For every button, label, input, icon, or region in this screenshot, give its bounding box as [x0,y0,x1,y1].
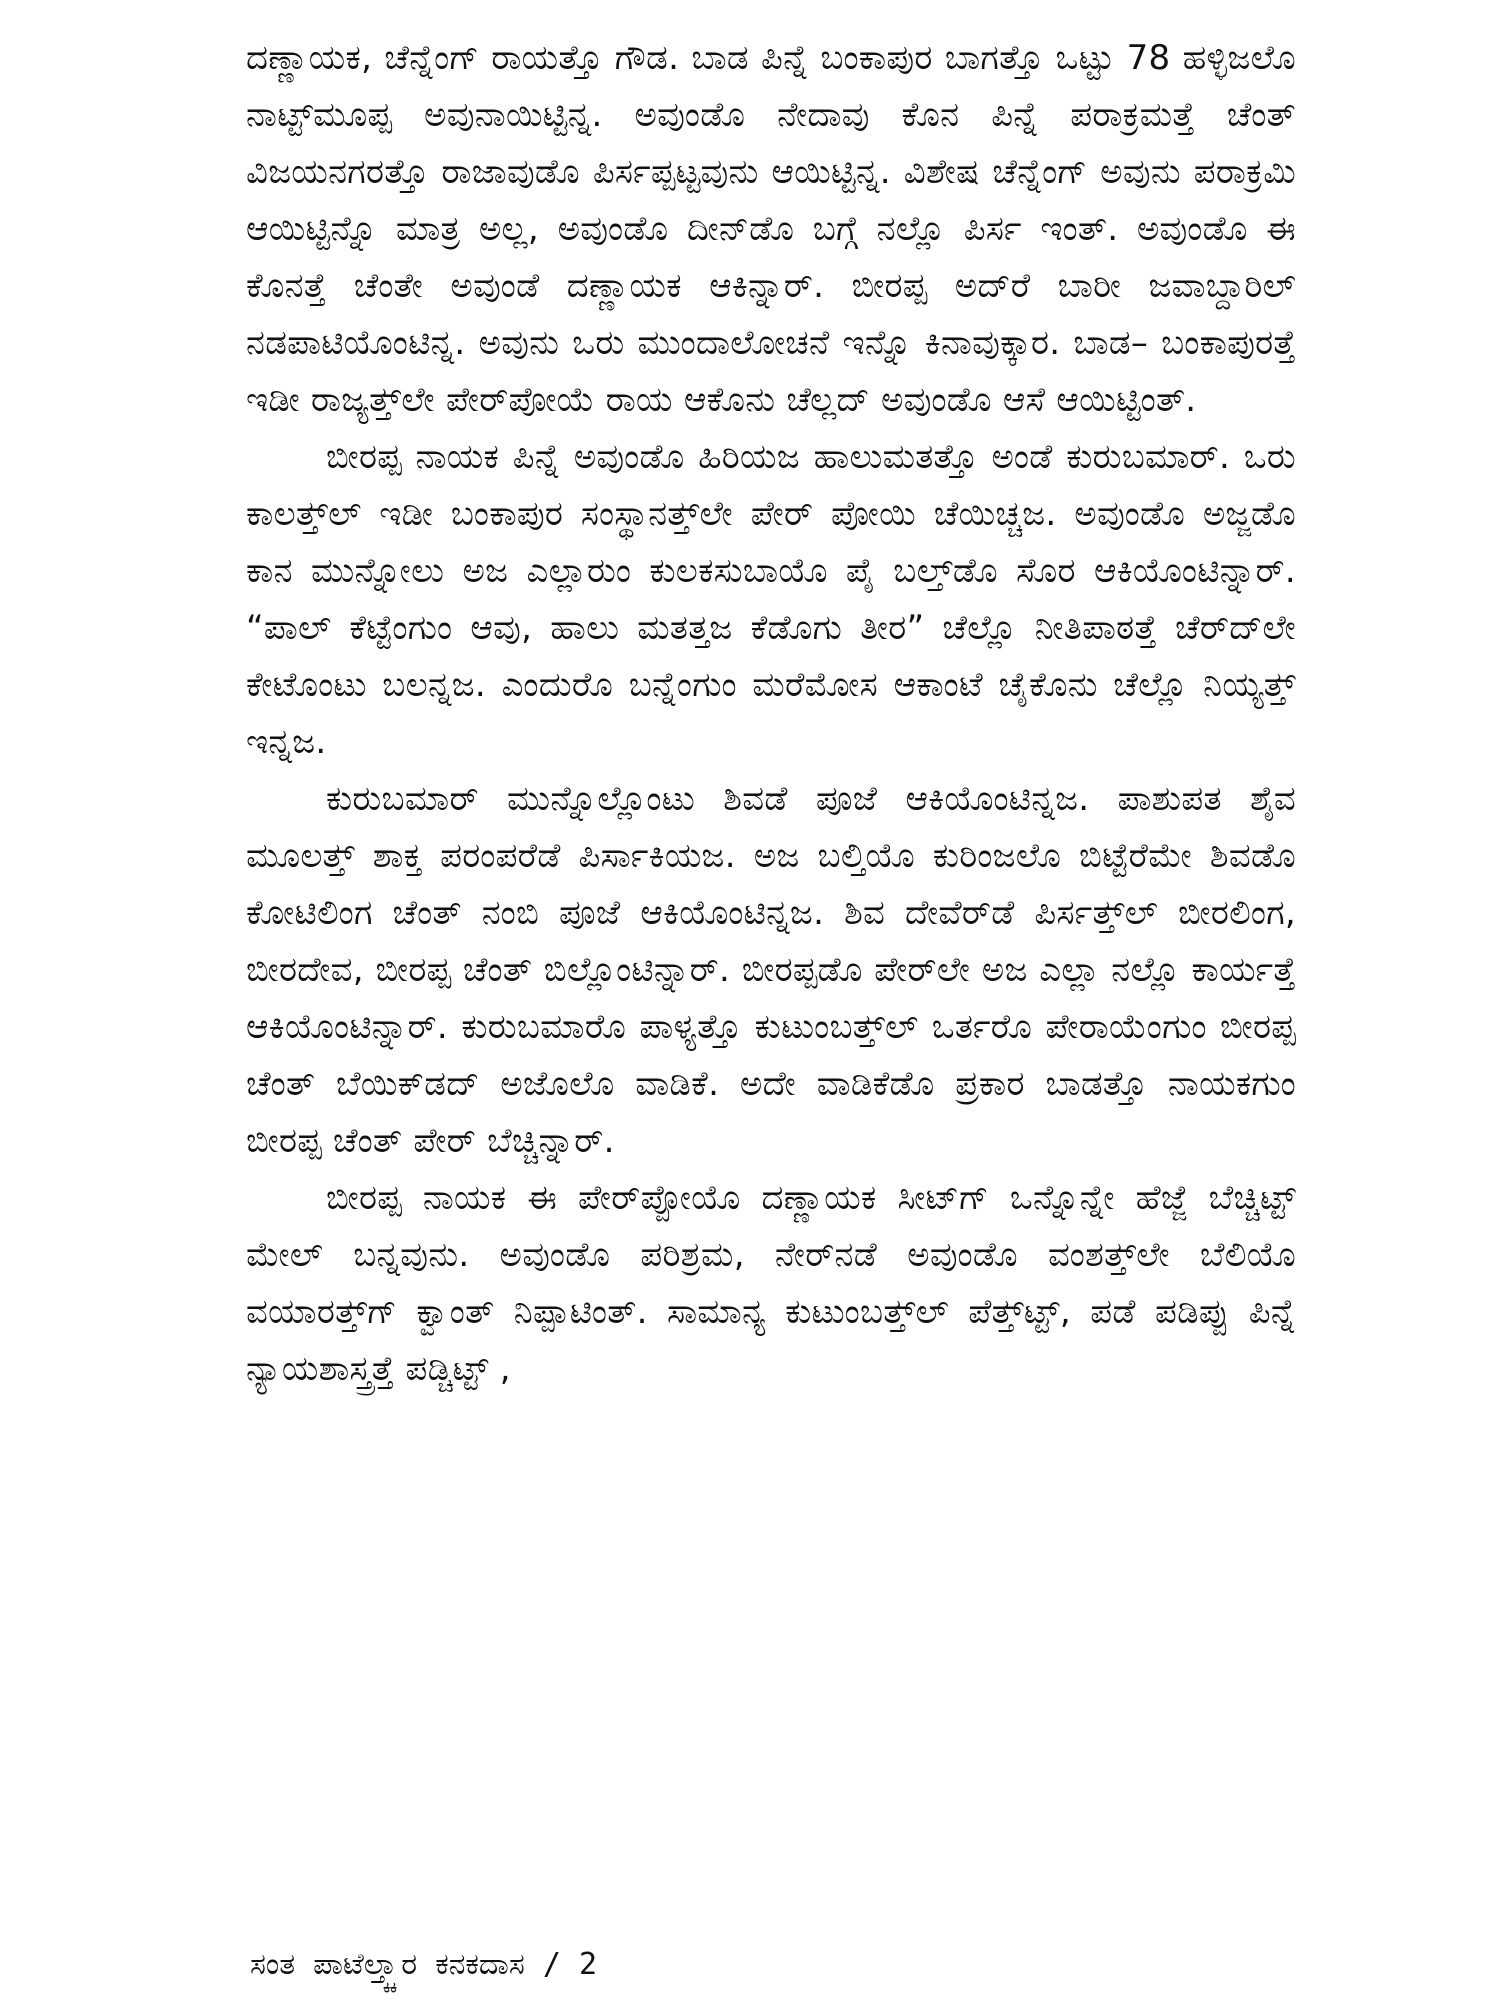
paragraph-4: ಬೀರಪ್ಪ ನಾಯಕ ಈ ಪೇರ್‌ಪ್ಪೋಯೊ ದಣ್ಣಾಯಕ ಸೀಟ್‌ಗ್ ಒನ್ನೊನ್ನೇ ಹೆಜ್ಜೆ ಬೆಚ್ಚಿಟ್ಟ್ ಮೇಲ್ ಬನ್ನವುನು. ಅವುಂಡೊ ಪರಿಶ್ರಮ, ನೇರ್‌ನಡೆ ಅವುಂಡೊ ವಂಶತ್ತ್‌ಲೇ ಬೆಲಿಯೊ ವಯಾರತ್ತ್‌ಗ್ ಕ್ವಾಂತ್ ನಿಪ್ಪಾಟಿಂತ್. ಸಾಮಾನ್ಯ ಕುಟುಂಬತ್ತ್‌ಲ್ ಪೆತ್ತ್‌ಟ್ಟ್, ಪಡೆ ಪಡಿಪ್ಪು ಪಿನ್ನೆ ನ್ಯಾಯಶಾಸ್ತ್ರತ್ತೆ ಪಡ್ಚಿಟ್ಟ್ , [246,1178,1296,1389]
body-text [246,30,1296,1398]
paragraph-2: ಬೀರಪ್ಪ ನಾಯಕ ಪಿನ್ನೆ ಅವುಂಡೊ ಹಿರಿಯಜ ಹಾಲುಮತತ್ತೊ ಅಂಡೆ ಕುರುಬಮಾರ್. ಒರು ಕಾಲತ್ತ್‌ಲ್ ಇಡೀ ಬಂಕಾಪುರ ಸಂಸ್ಥಾನತ್ತ್‌ಲೇ ಪೇರ್ ಪೋಯಿ ಚೆಯಿಚ್ಚಜ. ಅವುಂಡೊ ಅಜ್ಜಡೊ ಕಾನ ಮುನ್ನೋಲು ಅಜ ಎಲ್ಲಾರುಂ ಕುಲಕಸುಬಾಯೊ ಪೈ ಬಲ್ತ್‌ಡೊ ಸೊರ ಆಕಿಯೊಂಟಿನ್ನಾರ್. “ಪಾಲ್ ಕೆಟ್ಟೆಂಗುಂ ಆವು, ಹಾಲು ಮತತ್ತಜ ಕೆಡೊಗು ತೀರ” ಚೆಲ್ಲೊ ನೀತಿಪಾಠತ್ತೆ ಚೆರ್‌ದ್‌ಲೇ ಕೇಟೊಂಟು ಬಲನ್ನಜ. ಎಂದುರೊ ಬನ್ನೆಂಗುಂ ಮರೆಮೋಸ ಆಕಾಂಟೆ ಚೈಕೊನು ಚೆಲ್ಲೊ ನಿಯ್ಯತ್ತ್ ಇನ್ನಜ. [246,437,1296,762]
paragraph-3: ಕುರುಬಮಾರ್ ಮುನ್ನೊಲ್ಲೊಂಟು ಶಿವಡೆ ಪೂಜೆ ಆಕಿಯೊಂಟಿನ್ನಜ. ಪಾಶುಪತ ಶೈವ ಮೂಲತ್ತ್ ಶಾಕ್ತ ಪರಂಪರೆಡೆ ಪಿರ್ಸಾಕಿಯಜ. ಅಜ ಬಲ್ತಿಯೊ ಕುರಿಂಜಲೊ ಬಿಟ್ಟೆರೆಮೇ ಶಿವಡೊ ಕೋಟಿಲಿಂಗ ಚೆಂತ್ ನಂಬಿ ಪೂಜೆ ಆಕಿಯೊಂಟಿನ್ನಜ. ಶಿವ ದೇವೆರ್‌ಡೆ ಪಿರ್ಸತ್ತ್‌ಲ್ ಬೀರಲಿಂಗ, ಬೀರದೇವ, ಬೀರಪ್ಪ ಚೆಂತ್ ಬಿಲ್ಲೊಂಟಿನ್ನಾರ್. ಬೀರಪ್ಪಡೊ ಪೇರ್‌ಲೇ ಅಜ ಎಲ್ಲಾ ನಲ್ಲೊ ಕಾರ್ಯತ್ತೆ ಆಕಿಯೊಂಟಿನ್ನಾರ್. ಕುರುಬಮಾರೊ ಪಾಳ್ಯತ್ತೊ ಕುಟುಂಬತ್ತ್‌ಲ್ ಒರ್ತರೊ ಪೇರಾಯೆಂಗುಂ ಬೀರಪ್ಪ ಚೆಂತ್ ಬೆಯಿಕ್‌ಡದ್ ಅಜೊಲೊ ವಾಡಿಕೆ. ಅದೇ ವಾಡಿಕೆಡೊ ಪ್ರಕಾರ ಬಾಡತ್ತೊ ನಾಯಕಗುಂ ಬೀರಪ್ಪ ಚೆಂತ್ ಪೇರ್ ಬೆಚ್ಚಿನ್ನಾರ್. [246,779,1296,1161]
paragraph-1: ದಣ್ಣಾಯಕ, ಚೆನ್ನೆಂಗ್ ರಾಯತ್ತೊ ಗೌಡ. ಬಾಡ ಪಿನ್ನೆ ಬಂಕಾಪುರ ಬಾಗತ್ತೊ ಒಟ್ಟು 78 ಹಳ್ಳಿಜಲೊ ನಾಟ್ಟ್‌ಮೂಪ್ಪ ಅವುನಾಯಿಟ್ಟಿನ್ನ. ಅವುಂಡೊ ನೇದಾವು ಕೊನ ಪಿನ್ನೆ ಪರಾಕ್ರಮತ್ತೆ ಚೆಂತ್ ವಿಜಯನಗರತ್ತೊ ರಾಜಾವುಡೊ ಪಿರ್ಸಪ್ಪಟ್ಟವುನು ಆಯಿಟ್ಟಿನ್ನ. ವಿಶೇಷ ಚೆನ್ನೆಂಗ್ ಅವುನು ಪರಾಕ್ರಮಿ ಆಯಿಟ್ಟಿನ್ನೊ ಮಾತ್ರ ಅಲ್ಲ, ಅವುಂಡೊ ದೀನ್‌ಡೊ ಬಗ್ಗೆ ನಲ್ಲೊ ಪಿರ್ಸ ಇಂತ್. ಅವುಂಡೊ ಈ ಕೊನತ್ತೆ ಚೆಂತೇ ಅವುಂಡೆ ದಣ್ಣಾಯಕ ಆಕಿನ್ನಾರ್. ಬೀರಪ್ಪ ಅದ್‌ರೆ ಬಾರೀ ಜವಾಬ್ದಾರಿಲ್ ನಡಪಾಟಿಯೊಂಟಿನ್ನ. ಅವುನು ಒರು ಮುಂದಾಲೋಚನೆ ಇನ್ನೊ ಕಿನಾವುಕ್ಕಾರ. ಬಾಡ– ಬಂಕಾಪುರತ್ತೆ ಇಡೀ ರಾಜ್ಯತ್ತ್‌ಲೇ ಪೇರ್‌ಪೋಯೆ ರಾಯ ಆಕೊನು ಚೆಲ್ಲದ್ ಅವುಂಡೊ ಆಸೆ ಆಯಿಟ್ಟಿಂತ್. [246,38,1296,420]
page-footer: ಸಂತ ಪಾಟೆಲ್ತ್ಕ್ಕಾರ ಕನಕದಾಸ / 2 [250,1947,598,1982]
